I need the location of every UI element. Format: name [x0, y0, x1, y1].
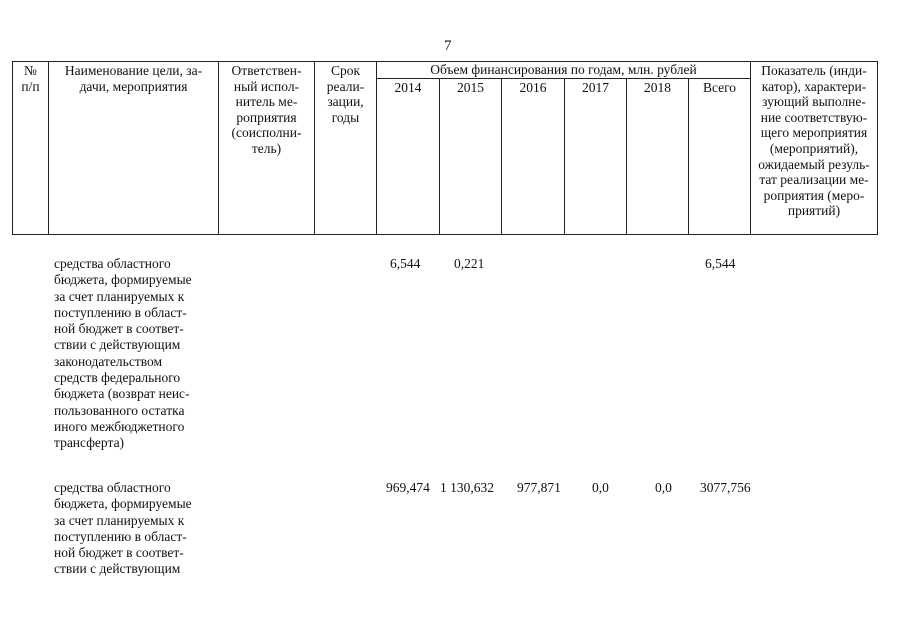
header-col-financing: Объем финансирования по годам, млн. рублей: [377, 62, 751, 79]
header-year-2016: 2016: [502, 79, 565, 235]
header-year-2015: 2015: [440, 79, 502, 235]
header-col-term: Срок реали- зации, годы: [315, 62, 377, 235]
header-col-no: № п/п: [13, 62, 49, 235]
header-col-indicator: Показатель (инди- катор), характери- зующий выполне- ние соответствую- щего мероприятия (мероприятий), ожидаемый резуль- тат реализации ме- роприятия (меро- приятий): [751, 62, 878, 235]
row-1-value-2014: 6,544: [390, 256, 421, 271]
table-header: [12, 61, 878, 235]
row-1-value-2015: 0,221: [454, 256, 485, 271]
row-2-value-2015: 1 130,632: [440, 480, 494, 495]
header-year-2017: 2017: [565, 79, 627, 235]
row-2-value-2016: 977,871: [517, 480, 561, 495]
row-2-value-total: 3077,756: [700, 480, 751, 495]
header-col-responsible: Ответствен- ный испол- нитель ме- роприятия (соисполни- тель): [219, 62, 315, 235]
page-number: 7: [444, 38, 452, 54]
header-year-2018: 2018: [627, 79, 689, 235]
header-year-total: Всего: [689, 79, 751, 235]
header-year-2014: 2014: [377, 79, 440, 235]
row-2-description: средства областного бюджета, формируемые за счет планируемых к поступлению в област- ной бюджет в соответ- ствии с действующим: [54, 480, 192, 577]
row-1-description: средства областного бюджета, формируемые за счет планируемых к поступлению в област- ной бюджет в соответ- ствии с действующим законодательством средств федерального бюджета (возврат неис- пользованного остатка иного межбюджетного трансферта): [54, 256, 192, 451]
row-2-value-2018: 0,0: [655, 480, 672, 495]
header-col-name: Наименование цели, за- дачи, мероприятия: [49, 62, 219, 235]
row-2-value-2014: 969,474: [386, 480, 430, 495]
row-2-value-2017: 0,0: [592, 480, 609, 495]
row-1-value-total: 6,544: [705, 256, 736, 271]
